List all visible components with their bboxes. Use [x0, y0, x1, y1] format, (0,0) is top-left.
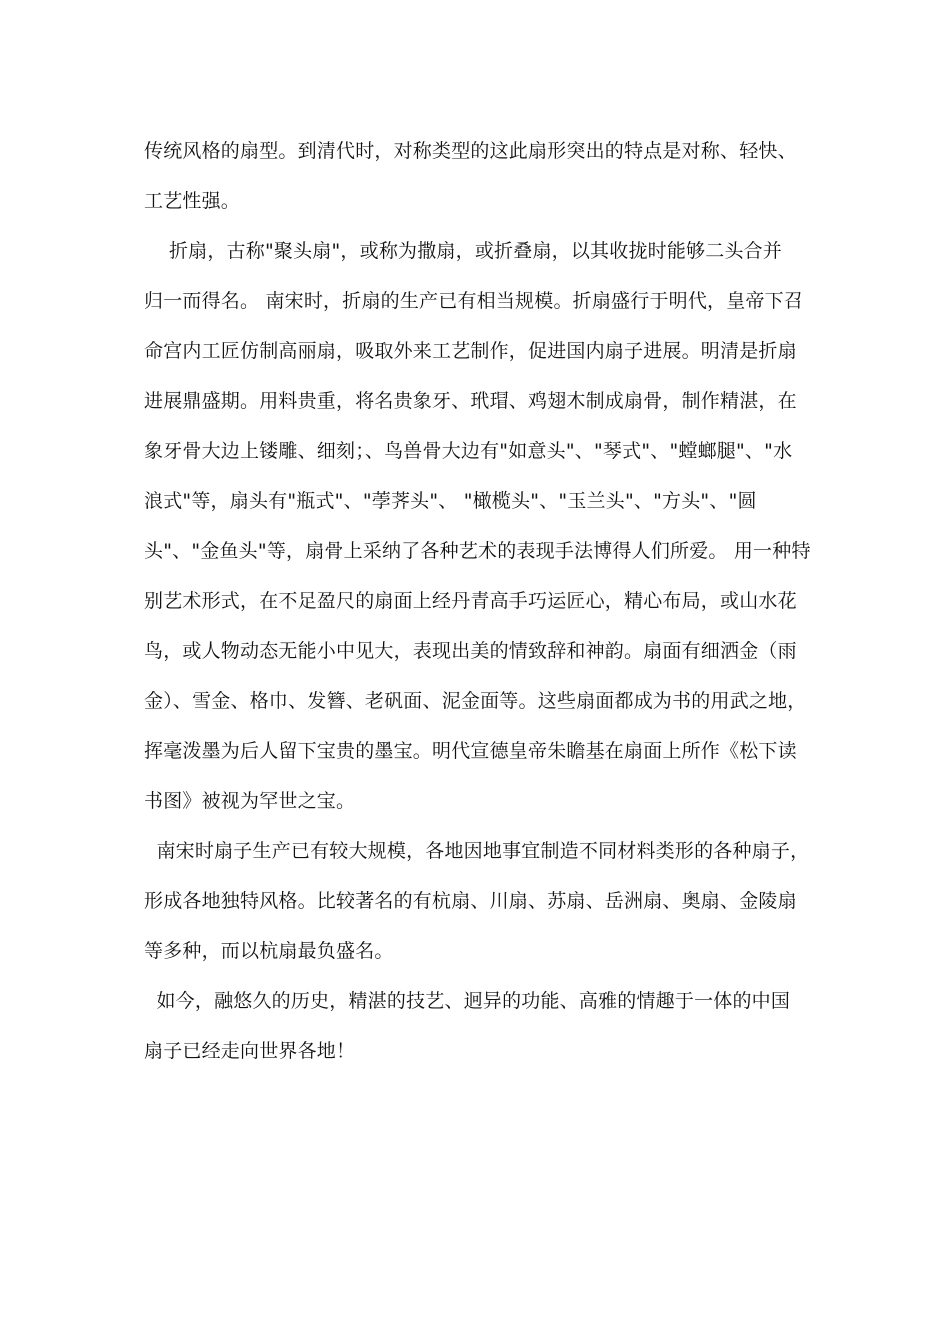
text-line: 浪式"等，扇头有"瓶式"、"荸荠头"、 "橄榄头"、"玉兰头"、"方头"、"圆: [144, 490, 757, 512]
text-line: 金）、雪金、格巾、发簪、老矾面、泥金面等。这些扇面都成为书的用武之地，: [144, 690, 807, 712]
text-line: 形成各地独特风格。比较著名的有杭扇、川扇、苏扇、岳洲扇、奥扇、金陵扇: [144, 890, 797, 912]
text-line: 等多种，而以杭扇最负盛名。: [144, 940, 394, 962]
text-line: 如今，融悠久的历史，精湛的技艺、迥异的功能、高雅的情趣于一体的中国: [144, 990, 791, 1012]
text-line: 扇子已经走向世界各地！: [144, 1040, 356, 1062]
text-line: 传统风格的扇型。到清代时，对称类型的这此扇形突出的特点是对称、轻快、: [144, 140, 797, 162]
text-line: 命宫内工匠仿制高丽扇，吸取外来工艺制作，促进国内扇子进展。明清是折扇: [144, 340, 797, 362]
text-line: 象牙骨大边上镂雕、细刻；、鸟兽骨大边有"如意头"、"琴式"、"螳螂腿"、"水: [144, 440, 793, 462]
text-line: 别艺术形式，在不足盈尺的扇面上经丹青高手巧运匠心，精心布局，或山水花: [144, 590, 797, 612]
text-line: 挥毫泼墨为后人留下宝贵的墨宝。明代宣德皇帝朱瞻基在扇面上所作《松下读: [144, 740, 797, 762]
text-line: 头"、"金鱼头"等，扇骨上采纳了各种艺术的表现手法博得人们所爱。 用一种特: [144, 540, 811, 562]
text-line: 南宋时扇子生产已有较大规模，各地因地事宜制造不同材料类形的各种扇子，: [144, 840, 810, 862]
text-line: 鸟，或人物动态无能小中见大，表现出美的情致辞和神韵。扇面有细洒金（雨: [144, 640, 797, 662]
text-line: 进展鼎盛期。用料贵重，将名贵象牙、玳瑁、鸡翅木制成扇骨，制作精湛，在: [144, 390, 797, 412]
text-line: 工艺性强。: [144, 190, 241, 212]
text-line: 书图》被视为罕世之宝。: [144, 790, 356, 812]
text-line: 归一而得名。 南宋时，折扇的生产已有相当规模。折扇盛行于明代，皇帝下召: [144, 290, 804, 312]
text-line: 折扇，古称"聚头扇"，或称为撒扇，或折叠扇，以其收拢时能够二头合并: [144, 240, 783, 262]
